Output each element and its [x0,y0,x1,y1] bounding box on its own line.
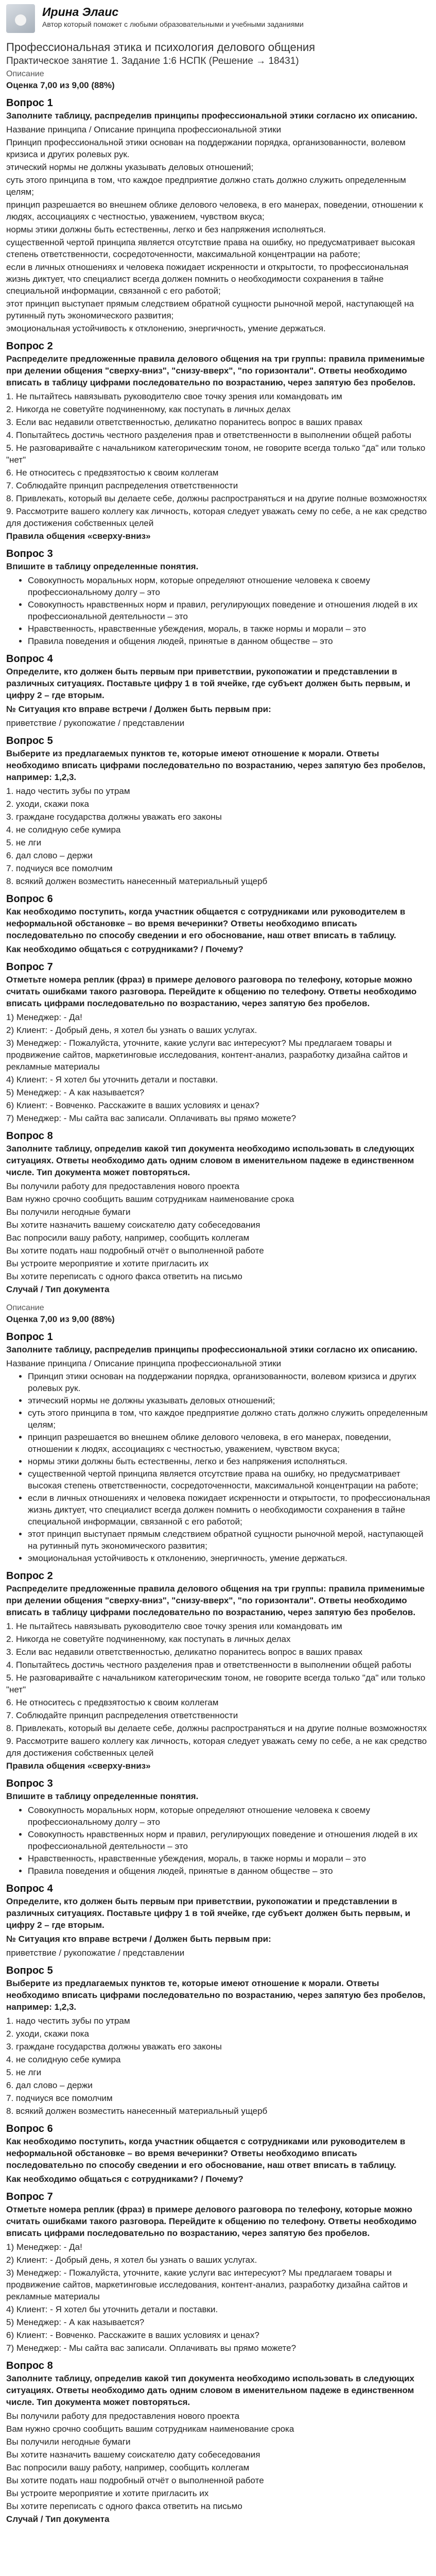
question-line: Вы хотите подать наш подробный отчёт о выполненной работе [6,1246,264,1256]
question-line: 1. Не пытайтесь навязывать руководителю свое точку зрения или командовать им [6,392,342,401]
question-line: 1) Менеджер: - Да! [6,1012,82,1022]
question-heading: Вопрос 1 [6,97,53,109]
avatar-silhouette-icon [15,14,26,26]
question-line: 4) Клиент: - Я хотел бы уточнить детали и поставки. [6,2304,218,2314]
question-line: 8. Привлекать, который вы делаете себе, должны распространяться и на другие полные возможностях [6,1723,427,1733]
question-heading: Вопрос 5 [6,735,53,747]
question-line: 2) Клиент: - Добрый день, я хотел бы узнать о ваших услугах. [6,2255,257,2265]
bullet-item: • Правила поведения и общения людей, принятые в данном обществе – это [28,1865,431,1877]
question-line: 5. Не разговаривайте с начальником категорическим тоном, не говорите всегда только "да" или только "нет" [6,443,426,465]
question-text: Отметьте номера реплик (фраз) в примере делового разговора по телефону, которые можно считать ошибками такого разговора. Перейдите к общению по телефону. Ответы необходимо вписать цифрами последовательно по возрастанию, через запятую без пробелов. [6,975,417,1008]
question-line: эмоциональная устойчивость к отклонению, энергичность, умение держаться. [6,324,326,333]
author-bio: Автор который поможет с любыми образовательными и учебными заданиями [42,20,304,28]
question-heading: Вопрос 6 [6,2123,53,2134]
question-line: 4. Попытайтесь достичь честного разделения прав и ответственности в выполнении общей работы [6,430,411,440]
question-subheading: № Ситуация кто вправе встречи / Должен быть первым при: [6,1934,271,1944]
question-heading: Вопрос 7 [6,2191,53,2202]
question-line: Вы получили негодные бумаги [6,2437,131,2447]
question-line: Вас попросили вашу работу, например, сообщить коллегам [6,1233,250,1243]
bullet-item: • этот принцип выступает прямым следствием обратной сущности рыночной мерой, наступающей на рутинный путь экономического развития; [28,1528,431,1552]
question-text: Заполните таблицу, распределив принципы профессиональной этики согласно их описанию. [6,1345,417,1354]
question-line: 2. Никогда не советуйте подчиненному, как поступать в личных делах [6,1634,291,1644]
question-line: Вы устроите мероприятие и хотите пригласить их [6,1259,209,1268]
question-line: этот принцип выступает прямым следствием обратной сущности рыночной мерой, наступающей на рутинный путь экономического развития; [6,299,414,320]
question-text: Заполните таблицу, определив какой тип документа необходимо использовать в следующих ситуациях. Ответы необходимо дать одним словом в именительном падеже в единственном числе. Тип документа может повторяться. [6,2374,414,2407]
question-line: 2) Клиент: - Добрый день, я хотел бы узнать о ваших услугах. [6,1025,257,1035]
question-line: 2. Никогда не советуйте подчиненному, как поступать в личных делах [6,404,291,414]
question-line: Вам нужно срочно сообщить вашим сотрудникам наименование срока [6,2424,294,2434]
question-line: нормы этики должны быть естественны, легко и без напряжения исполняться. [6,225,326,234]
question-text: Распределите предложенные правила делового общения на три группы: правила применимые при делении общения "сверху-вниз", "снизу-вверх", "по горизонтали". Ответы необходимо вписать в таблицу цифрами последовательно по возрастанию, через запятую без пробелов. [6,354,425,387]
bullet-item: • Совокупность моральных норм, которые определяют отношение человека к своему профессиональному долгу – это [28,574,431,598]
question-subheading: Как необходимо общаться с сотрудниками? / Почему? [6,944,243,954]
question-line: 7. подчиуся все помолчим [6,863,113,873]
question-text: Распределите предложенные правила делового общения на три группы: правила применимые при делении общения "сверху-вниз", "снизу-вверх", "по горизонтали". Ответы необходимо вписать в таблицу цифрами последовательно по возрастанию, через запятую без пробелов. [6,1584,425,1617]
question-heading: Вопрос 8 [6,2360,53,2371]
bullet-list [6,1804,431,1877]
question-line: Вы хотите переписать с одного факса ответить на письмо [6,1272,242,1281]
question-line: 4. не солидную себе кумира [6,2055,121,2064]
bullet-item: • суть этого принципа в том, что каждое предприятие должно стать должно служить определенным целям; [28,1407,431,1431]
question-line: 1. Не пытайтесь навязывать руководителю свое точку зрения или командовать им [6,1621,342,1631]
question-text: Как необходимо поступить, когда участник общается с сотрудниками или руководителем в неформальной обстановке – во время вечеринки? Ответы необходимо вписать последовательно по способу сведении и его обоснование, наш ответ вписать в таблицу. [6,2137,406,2170]
question-line: 6. Не относитесь с предвзятостью к своим коллегам [6,1698,219,1707]
question-line: 3. граждане государства должны уважать его законы [6,2042,222,2052]
bullet-item: • существенной чертой принципа является отсутствие права на ошибку, но предусматривает высокая степень ответственности, сосредоточенности, максимальной концентрации на работе; [28,1468,431,1492]
score-summary: Оценка 7,00 из 9,00 (88%) [6,80,115,90]
question-subheading: Как необходимо общаться с сотрудниками? / Почему? [6,2174,243,2184]
question-line: 3. Если вас недавили ответственностью, деликатно поранитесь вопрос в ваших правах [6,1647,363,1657]
question-line: 2. уходи, скажи пока [6,2029,89,2039]
question-text: Определите, кто должен быть первым при приветствии, рукопожатии и представлении в различных ситуациях. Поставьте цифру 1 в той ячейке, где субъект должен быть первым, и цифру 2 – где вторым. [6,1896,411,1930]
question-list-first [6,96,431,729]
bullet-item: • Правила поведения и общения людей, принятые в данном обществе – это [28,635,431,647]
question-line: 4. не солидную себе кумира [6,825,121,835]
bullet-item: • Нравственность, нравственные убеждения, мораль, в также нормы и морали – это [28,623,431,635]
question-line: 7. Соблюдайте принцип распределения ответственности [6,481,238,490]
question-line: 2. уходи, скажи пока [6,799,89,809]
question-heading: Вопрос 7 [6,961,53,973]
question-line: 9. Рассмотрите вашего коллегу как личность, которая следует уважать сему по себе, а не как средство для достижения собственных целей [6,1736,427,1758]
bullet-item: • Нравственность, нравственные убеждения, мораль, в также нормы и морали – это [28,1853,431,1865]
question-line: 6) Клиент: - Вовченко. Расскажите в ваших условиях и ценах? [6,2330,259,2340]
question-line: 4) Клиент: - Я хотел бы уточнить детали и поставки. [6,1075,218,1084]
question-subheading: Случай / Тип документа [6,2514,110,2524]
question-note: приветствие / рукопожатие / представлении [6,718,185,728]
question-heading: Вопрос 3 [6,1778,53,1789]
question-line: 1) Менеджер: - Да! [6,2242,82,2252]
question-line: 3) Менеджер: - Пожалуйста, уточните, какие услуги вас интересуют? Мы предлагаем товары и продвижение сайтов, маркетинговые исследования, контент-анализ, разработку дизайна сайтов и рекламные материалы [6,2268,408,2301]
question-heading: Вопрос 6 [6,893,53,905]
bullet-item: • нормы этики должны быть естественны, легко и без напряжения исполняться. [28,1455,431,1467]
question-line: этический нормы не должны указывать деловых отношений; [6,162,254,172]
question-text: Заполните таблицу, определив какой тип документа необходимо использовать в следующих ситуациях. Ответы необходимо дать одним словом в именительном падеже в единственном числе. Тип документа может повторяться. [6,1144,414,1177]
bullet-list [6,1370,431,1564]
question-line: 6. Не относитесь с предвзятостью к своим коллегам [6,468,219,478]
question-line: Вы хотите назначить вашему соискателю дату собеседования [6,2450,260,2460]
question-line: 6. дал слово – держи [6,851,93,860]
document-subtitle: Практическое занятие 1. Задание 1:6 НСПК (Решение → 18431) [6,56,299,66]
question-line: 6) Клиент: - Вовченко. Расскажите в ваших условиях и ценах? [6,1100,259,1110]
question-intro: Название принципа / Описание принципа профессиональной этики [6,125,282,134]
bullet-item: • если в личных отношениях и человека пожидает искренности и открытости, то профессиональная жизнь диктует, что специалист всегда должен помнить о необходимости сохранения в тайне специальной информации, связанной с его работой; [28,1492,431,1528]
author-info [42,4,304,29]
question-heading: Вопрос 1 [6,1331,53,1343]
question-line: 6. дал слово – держи [6,2080,93,2090]
question-line: Вас попросили вашу работу, например, сообщить коллегам [6,2463,250,2472]
question-line: Вы хотите переписать с одного факса ответить на письмо [6,2501,242,2511]
question-line: 5) Менеджер: - А как называется? [6,2317,145,2327]
document-title: Профессиональная этика и психология делового общения [6,41,316,54]
score-summary-second: Оценка 7,00 из 9,00 (88%) [6,1314,115,1324]
question-note: приветствие / рукопожатие / представлении [6,1948,185,1958]
question-text: Впишите в таблицу определенные понятия. [6,1791,199,1801]
bullet-item: • эмоциональная устойчивость к отклонению, энергичность, умение держаться. [28,1552,431,1564]
bullet-item: • Принцип этики основан на поддержании порядка, организованности, волевом кризиса и других ролевых рук. [28,1370,431,1394]
question-line: 1. надо честить зубы по утрам [6,786,130,796]
question-list-first-continued [6,734,431,1295]
question-heading: Вопрос 4 [6,1883,53,1894]
bullet-item: • принцип разрешается во внешнем облике делового человека, в его манерах, поведении, отношении к людях, ассоциациях с честностью, уважением, чувством вкуса; [28,1431,431,1455]
question-line: Вы хотите назначить вашему соискателю дату собеседования [6,1220,260,1230]
question-subheading: Правила общения «сверху-вниз» [6,531,151,541]
question-line: если в личных отношениях и человека пожидает искренности и открытости, то профессиональная жизнь диктует, что специалист всегда должен помнить о необходимости сохранения в тайне специальной информации, связанной с его работой; [6,262,409,296]
question-line: Вы устроите мероприятие и хотите пригласить их [6,2488,209,2498]
question-line: Вам нужно срочно сообщить вашим сотрудникам наименование срока [6,1194,294,1204]
section-label: Описание [6,70,44,78]
bullet-item: • Совокупность нравственных норм и правил, регулирующих поведение и отношения людей в их профессиональной деятельности – это [28,1828,431,1852]
author-name[interactable]: Ирина Элаис [42,5,119,19]
question-line: существенной чертой принципа является отсутствие права на ошибку, но предусматривает высокая степень ответственности, сосредоточенности, максимальной концентрации на работе; [6,238,415,259]
question-line: 1. надо честить зубы по утрам [6,2016,130,2026]
bullet-item: • Совокупность моральных норм, которые определяют отношение человека к своему профессиональному долгу – это [28,1804,431,1828]
question-line: принцип разрешается во внешнем облике делового человека, в его манерах, поведении, отношении к людях, ассоциациях с честностью, уважением, чувством вкуса; [6,200,423,222]
bullet-item: • Совокупность нравственных норм и правил, регулирующих поведение и отношения людей в их профессиональной деятельности – это [28,599,431,622]
question-text: Выберите из предлагаемых пунктов те, которые имеют отношение к морали. Ответы необходимо вписать цифрами последовательно по возрастанию, через запятую без пробелов, например: 1,2,3. [6,1978,426,2012]
question-line: 8. Привлекать, который вы делаете себе, должны распространяться и на другие полные возможностях [6,494,427,503]
question-text: Отметьте номера реплик (фраз) в примере делового разговора по телефону, которые можно считать ошибками такого разговора. Перейдите к общению по телефону. Ответы необходимо вписать цифрами последовательно по возрастанию, через запятую без пробелов. [6,2205,417,2238]
question-line: Вы получили работу для предоставления нового проекта [6,2411,240,2421]
question-heading: Вопрос 3 [6,548,53,560]
question-line: 7) Менеджер: - Мы сайта вас записали. Оплачивать вы прямо можете? [6,1113,297,1123]
question-text: Определите, кто должен быть первым при приветствии, рукопожатии и представлении в различных ситуациях. Поставьте цифру 1 в той ячейке, где субъект должен быть первым, и цифру 2 – где вторым. [6,667,411,700]
question-line: 8. всякий должен возместить нанесенный материальный ущерб [6,876,268,886]
question-intro: Название принципа / Описание принципа профессиональной этики [6,1359,282,1368]
question-line: Вы хотите подать наш подробный отчёт о выполненной работе [6,2476,264,2485]
question-line: 8. всякий должен возместить нанесенный материальный ущерб [6,2106,268,2116]
question-line: Вы получили работу для предоставления нового проекта [6,1181,240,1191]
question-subheading: Правила общения «сверху-вниз» [6,1761,151,1771]
question-line: 3) Менеджер: - Пожалуйста, уточните, какие услуги вас интересуют? Мы предлагаем товары и продвижение сайтов, маркетинговые исследования, контент-анализ, разработку дизайна сайтов и рекламные материалы [6,1038,408,1072]
question-heading: Вопрос 5 [6,1965,53,1976]
question-line: 4. Попытайтесь достичь честного разделения прав и ответственности в выполнении общей работы [6,1660,411,1670]
section-label-second: Описание [6,1303,44,1312]
question-line: суть этого принципа в том, что каждое предприятие должно стать должно служить определенным целям; [6,175,406,197]
bullet-list [6,574,431,647]
question-line: 3. Если вас недавили ответственностью, деликатно поранитесь вопрос в ваших правах [6,417,363,427]
question-heading: Вопрос 4 [6,653,53,665]
question-line: 5. не лги [6,2067,42,2077]
bullet-item: • этический нормы не должны указывать деловых отношений; [28,1395,431,1406]
question-text: Заполните таблицу, распределив принципы профессиональной этики согласно их описанию. [6,111,417,121]
question-line: 9. Рассмотрите вашего коллегу как личность, которая следует уважать сему по себе, а не как средство для достижения собственных целей [6,506,427,528]
author-profile [6,4,431,33]
question-heading: Вопрос 8 [6,1130,53,1142]
question-heading: Вопрос 2 [6,341,53,352]
question-text: Выберите из предлагаемых пунктов те, которые имеют отношение к морали. Ответы необходимо вписать цифрами последовательно по возрастанию, через запятую без пробелов, например: 1,2,3. [6,749,426,782]
question-line: 7. подчиуся все помолчим [6,2093,113,2103]
author-avatar[interactable] [6,4,35,33]
question-line: 5. Не разговаривайте с начальником категорическим тоном, не говорите всегда только "да" или только "нет" [6,1673,426,1694]
question-subheading: Случай / Тип документа [6,1284,110,1294]
question-line: 7. Соблюдайте принцип распределения ответственности [6,1710,238,1720]
question-list-second [6,1330,431,2525]
question-line: 3. граждане государства должны уважать его законы [6,812,222,822]
question-line: 7) Менеджер: - Мы сайта вас записали. Оплачивать вы прямо можете? [6,2343,297,2353]
question-text: Как необходимо поступить, когда участник общается с сотрудниками или руководителем в неформальной обстановке – во время вечеринки? Ответы необходимо вписать последовательно по способу сведении и его обоснование, наш ответ вписать в таблицу. [6,907,406,940]
question-subheading: № Ситуация кто вправе встречи / Должен быть первым при: [6,704,271,714]
question-line: 5. не лги [6,838,42,848]
question-line: 5) Менеджер: - А как называется? [6,1088,145,1097]
question-heading: Вопрос 2 [6,1570,53,1582]
question-line: Вы получили негодные бумаги [6,1207,131,1217]
question-text: Впишите в таблицу определенные понятия. [6,562,199,571]
question-line: Принцип профессиональной этики основан на поддержании порядка, организованности, волевом кризиса и других ролевых рук. [6,138,406,159]
